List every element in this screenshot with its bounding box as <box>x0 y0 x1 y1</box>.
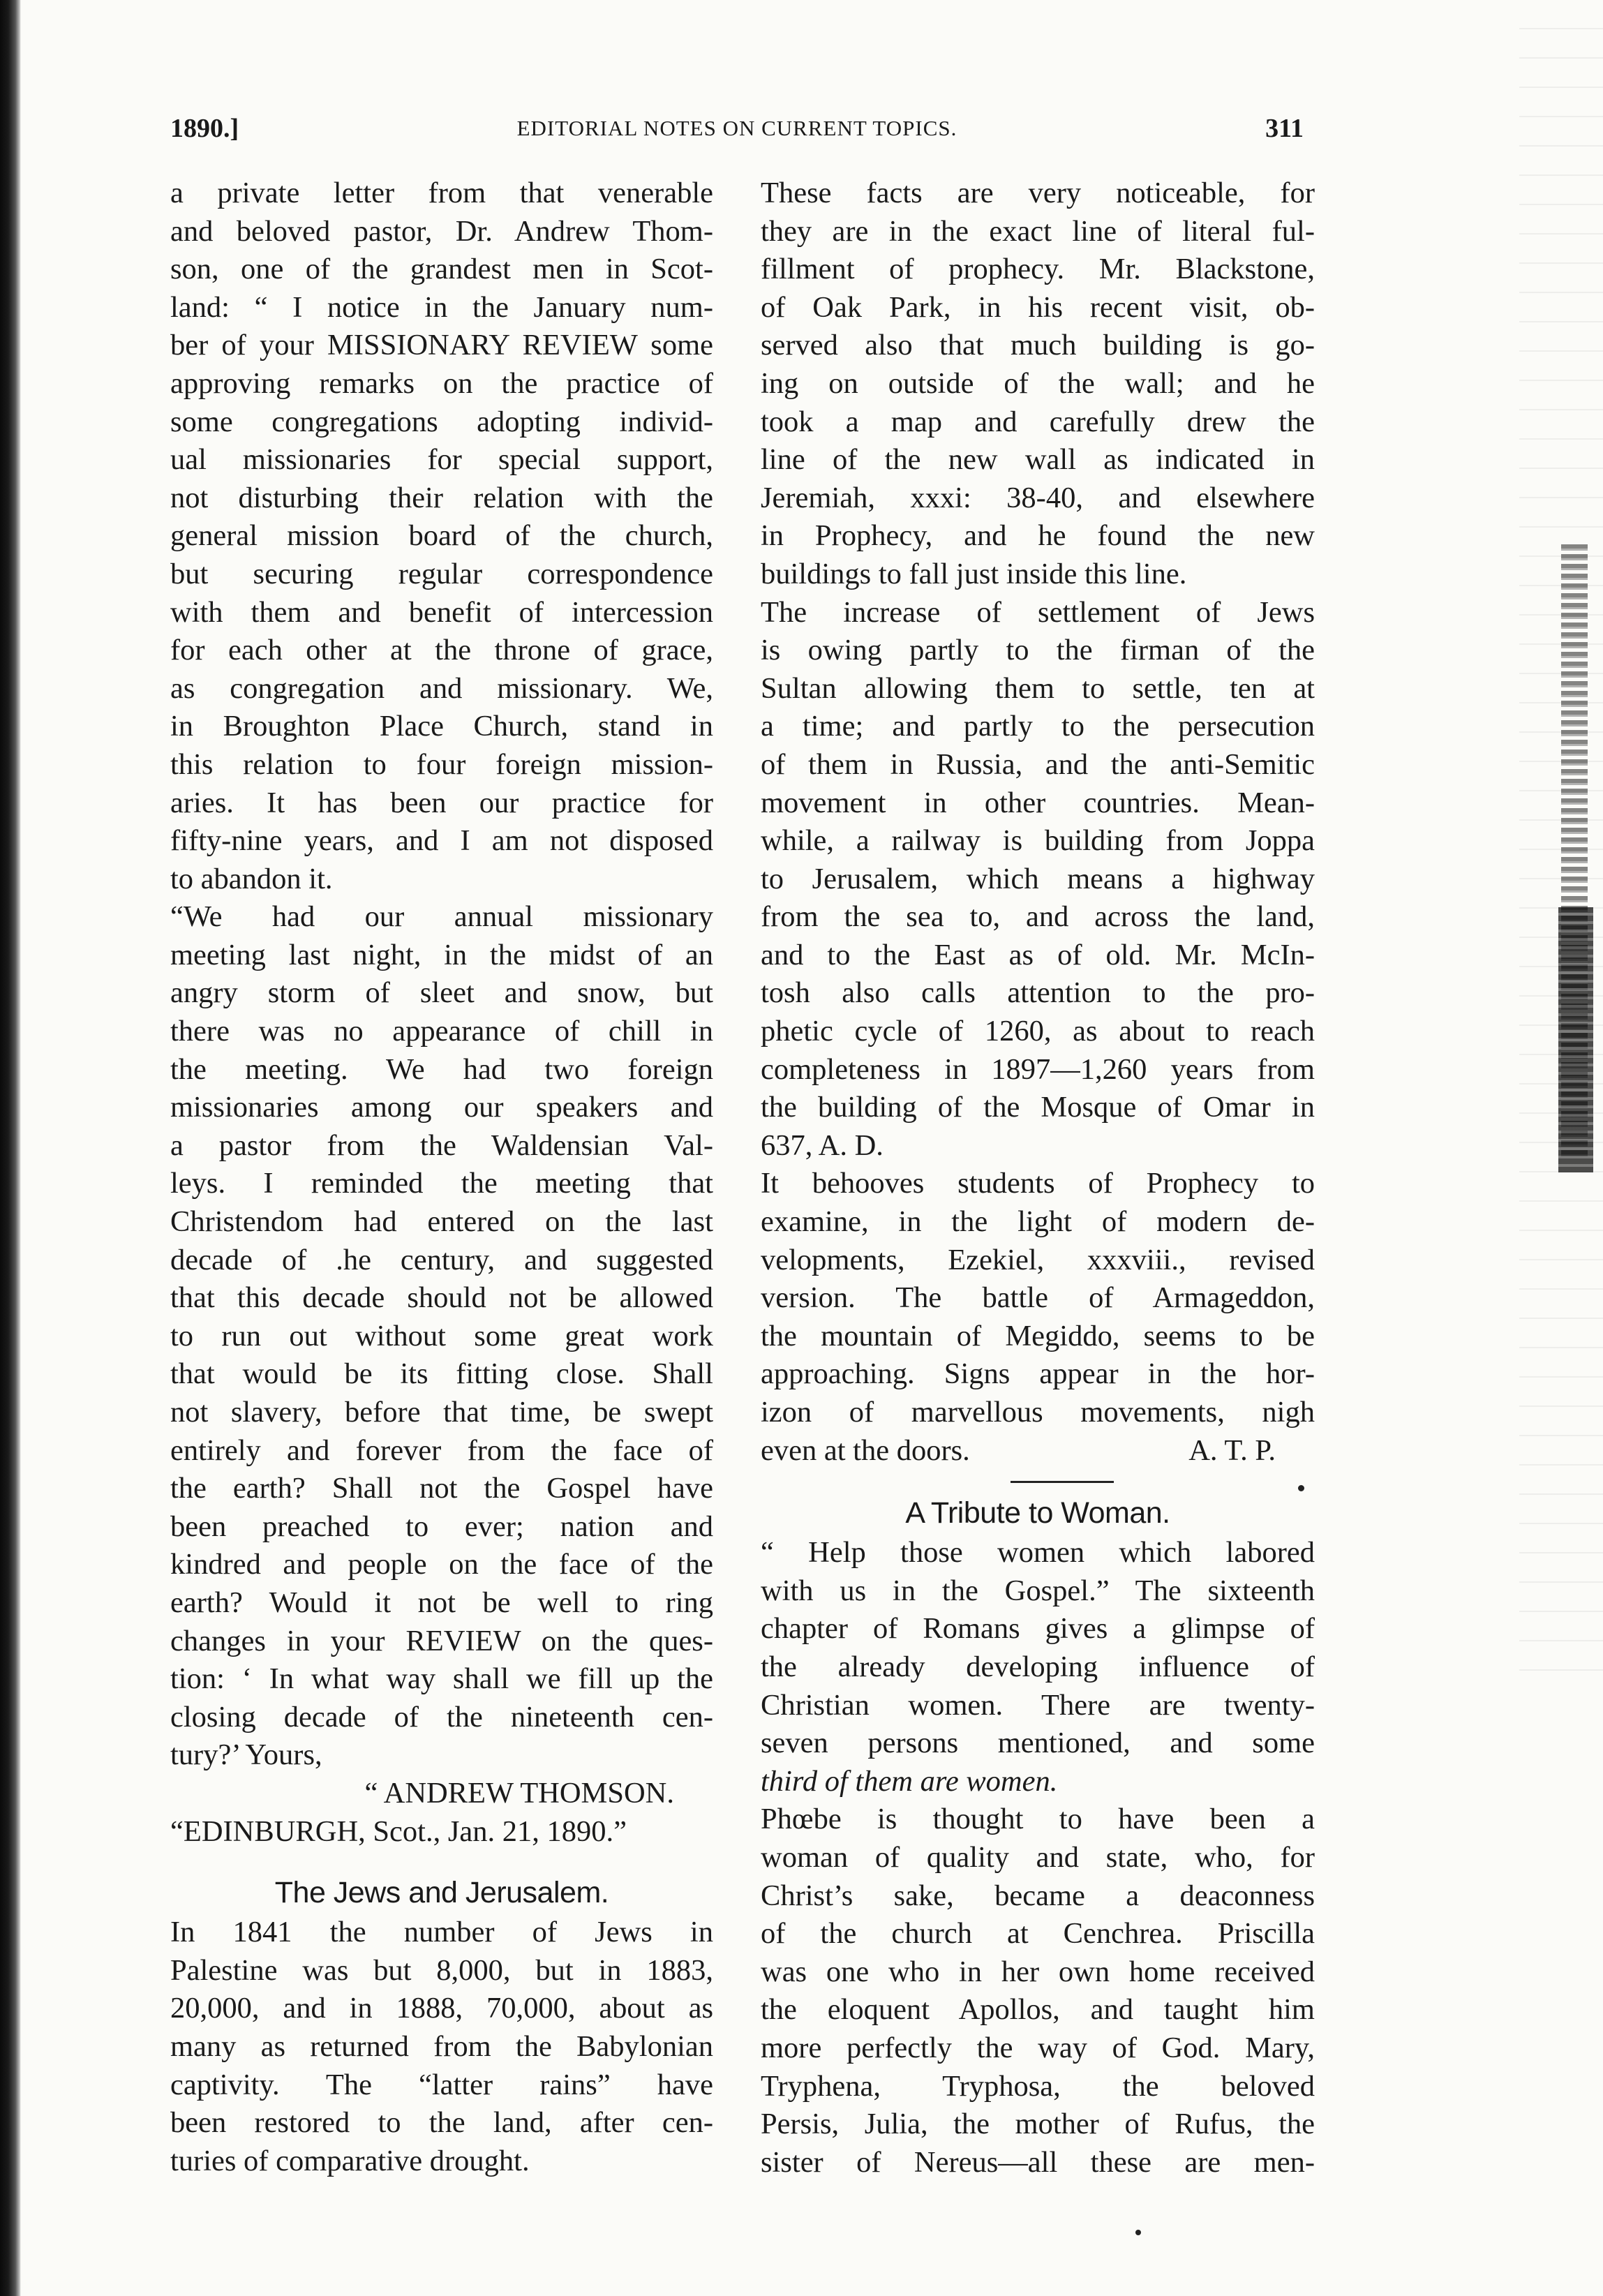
text-line: decade of .he century, and suggested <box>170 1243 713 1276</box>
text-line: kindred and people on the face of the <box>170 1548 713 1581</box>
text-line: with us in the Gospel.” The sixteenth <box>761 1574 1315 1607</box>
text-line: angry storm of sleet and snow, but <box>170 976 713 1010</box>
text-line: and to the East as of old. Mr. McIn- <box>761 938 1315 971</box>
text-line: been restored to the land, after cen- <box>170 2106 713 2140</box>
text-line: and beloved pastor, Dr. Andrew Thom- <box>170 214 713 248</box>
text-line: captivity. The “latter rains” have <box>170 2068 713 2101</box>
text-line: 637, A. D. <box>761 1128 883 1162</box>
text-line: a time; and partly to the persecution <box>761 710 1315 743</box>
text-line: line of the new wall as indicated in <box>761 443 1315 477</box>
text-line: son, one of the grandest men in Scot- <box>170 253 713 286</box>
text-line: izon of marvellous movements, nigh <box>761 1396 1315 1429</box>
text-line: earth? Would it not be well to ring <box>170 1586 713 1619</box>
text-line: fifty-nine years, and I am not disposed <box>170 824 713 858</box>
text-line: general mission board of the church, <box>170 519 713 553</box>
text-line: 20,000, and in 1888, 70,000, about as <box>170 1992 713 2025</box>
text-line: Persis, Julia, the mother of Rufus, the <box>761 2108 1315 2141</box>
text-line: ber of your MISSIONARY REVIEW some <box>170 329 713 362</box>
running-header <box>170 113 1304 155</box>
header-title: EDITORIAL NOTES ON CURRENT TOPICS. <box>516 116 957 140</box>
header-year: 1890.] <box>170 114 239 143</box>
text-line: Sultan allowing them to settle, ten at <box>761 671 1315 705</box>
text-line: missionaries among our speakers and <box>170 1091 713 1124</box>
text-line: third of them are women. <box>761 1764 1058 1798</box>
text-line: movement in other countries. Mean- <box>761 786 1315 819</box>
text-line: more perfectly the way of God. Mary, <box>761 2031 1315 2064</box>
text-line: as congregation and missionary. We, <box>170 671 713 705</box>
text-line: seven persons mentioned, and some <box>761 1727 1315 1760</box>
text-line: phetic cycle of 1260, as about to reach <box>761 1015 1315 1048</box>
text-line: Phœbe is thought to have been a <box>761 1803 1315 1836</box>
text-line: ual missionaries for special support, <box>170 443 713 477</box>
text-line: to Jerusalem, which means a highway <box>761 862 1315 895</box>
text-line: In 1841 the number of Jews in <box>170 1916 713 1949</box>
text-line: Palestine was but 8,000, but in 1883, <box>170 1953 713 1987</box>
page-number: 311 <box>1265 114 1304 143</box>
text-line: of them in Russia, and the anti-Semitic <box>761 747 1315 781</box>
text-line: a private letter from that venerable <box>170 177 713 209</box>
text-line: took a map and carefully drew the <box>761 405 1315 438</box>
text-line: “We had our annual missionary <box>170 900 713 934</box>
text-line: that this decade should not be allowed <box>170 1281 713 1315</box>
text-line: a pastor from the Waldensian Val- <box>170 1128 713 1162</box>
text-line: this relation to four foreign mission- <box>170 747 713 781</box>
text-line: Jeremiah, xxxi: 38-40, and elsewhere <box>761 481 1315 514</box>
text-line: closing decade of the nineteenth cen- <box>170 1700 713 1734</box>
text-line: for each other at the throne of grace, <box>170 634 713 667</box>
text-line: some congregations adopting individ- <box>170 405 713 438</box>
dateline: “EDINBURGH, Scot., Jan. 21, 1890.” <box>170 1814 627 1848</box>
text-line: is owing partly to the firman of the <box>761 634 1315 667</box>
text-line: buildings to fall just inside this line. <box>761 557 1187 590</box>
text-line: Christ’s sake, became a deaconness <box>761 1879 1315 1912</box>
book-binding-shadow <box>0 0 21 2296</box>
text-line: not disturbing their relation with the <box>170 481 713 514</box>
text-line: Tryphena, Tryphosa, the beloved <box>761 2069 1315 2103</box>
text-line: The increase of settlement of Jews <box>761 595 1315 629</box>
text-line: approaching. Signs appear in the hor- <box>761 1357 1315 1391</box>
text-line: tosh also calls attention to the pro- <box>761 976 1315 1010</box>
text-line: the already developing influence of <box>761 1650 1315 1683</box>
text-line: changes in your REVIEW on the ques- <box>170 1624 713 1657</box>
text-line: These facts are very noticeable, for <box>761 177 1315 209</box>
text-line: the meeting. We had two foreign <box>170 1052 713 1086</box>
section-heading-jews: The Jews and Jerusalem. <box>274 1876 609 1910</box>
section-heading-woman: A Tribute to Woman. <box>905 1496 1170 1530</box>
text-line: version. The battle of Armageddon, <box>761 1281 1315 1315</box>
text-line: they are in the exact line of literal ful- <box>761 214 1315 248</box>
text-line: the earth? Shall not the Gospel have <box>170 1472 713 1505</box>
text-line: velopments, Ezekiel, xxxviii., revised <box>761 1243 1315 1276</box>
text-line: “ Help those women which labored <box>761 1536 1315 1570</box>
signature: “ ANDREW THOMSON. <box>364 1776 674 1810</box>
text-line: turies of comparative drought. <box>170 2144 530 2177</box>
text-line: tury?’ Yours, <box>170 1738 322 1772</box>
text-line: fillment of prophecy. Mr. Blackstone, <box>761 253 1315 286</box>
text-line: It behooves students of Prophecy to <box>761 1167 1315 1200</box>
text-line-end: even at the doors. <box>761 1433 970 1467</box>
text-line <box>761 1432 1315 1470</box>
left-column <box>170 174 713 2180</box>
text-line: aries. It has been our practice for <box>170 786 713 819</box>
text-line: Christendom had entered on the last <box>170 1205 713 1239</box>
footer-dot <box>1135 2230 1141 2235</box>
text-line: sister of Nereus—all these are men- <box>761 2145 1315 2179</box>
text-line: been preached to ever; nation and <box>170 1509 713 1543</box>
text-line: the eloquent Apollos, and taught him <box>761 1993 1315 2027</box>
text-line: but securing regular correspondence <box>170 557 713 590</box>
text-line: the mountain of Megiddo, seems to be <box>761 1319 1315 1352</box>
text-line: leys. I reminded the meeting that <box>170 1167 713 1200</box>
text-line: to run out without some great work <box>170 1319 713 1352</box>
text-line: in Prophecy, and he found the new <box>761 519 1315 553</box>
text-line: meeting last night, in the midst of an <box>170 938 713 971</box>
text-line: that would be its fitting close. Shall <box>170 1357 713 1391</box>
text-line: many as returned from the Babylonian <box>170 2029 713 2063</box>
section-gap <box>170 1851 713 1872</box>
text-line: tion: ‘ In what way shall we fill up the <box>170 1662 713 1696</box>
divider-dot <box>1298 1485 1304 1491</box>
right-column <box>761 174 1315 2182</box>
text-line: in Broughton Place Church, stand in <box>170 710 713 743</box>
text-line: the building of the Mosque of Omar in <box>761 1091 1315 1124</box>
text-line: from the sea to, and across the land, <box>761 900 1315 934</box>
text-line: Christian women. There are twenty- <box>761 1688 1315 1722</box>
text-line: while, a railway is building from Joppa <box>761 824 1315 858</box>
text-line: with them and benefit of intercession <box>170 595 713 629</box>
page-edge-scan-marks-dark <box>1558 907 1593 1172</box>
text-line: of Oak Park, in his recent visit, ob- <box>761 290 1315 324</box>
text-line: ing on outside of the wall; and he <box>761 366 1315 400</box>
text-line: was one who in her own home received <box>761 1955 1315 1988</box>
text-line: woman of quality and state, who, for <box>761 1840 1315 1874</box>
text-line: served also that much building is go- <box>761 329 1315 362</box>
text-line: not slavery, before that time, be swept <box>170 1396 713 1429</box>
text-line: completeness in 1897—1,260 years from <box>761 1052 1315 1086</box>
text-line: to abandon it. <box>170 862 333 895</box>
section-divider <box>761 1470 1315 1492</box>
text-line: examine, in the light of modern de- <box>761 1205 1315 1239</box>
text-line: land: “ I notice in the January num- <box>170 290 713 324</box>
text-line: approving remarks on the practice of <box>170 366 713 400</box>
text-line: entirely and forever from the face of <box>170 1433 713 1467</box>
text-line: there was no appearance of chill in <box>170 1015 713 1048</box>
text-line: chapter of Romans gives a glimpse of <box>761 1612 1315 1646</box>
author-initials: A. T. P. <box>1188 1433 1276 1467</box>
text-line: of the church at Cenchrea. Priscilla <box>761 1917 1315 1951</box>
